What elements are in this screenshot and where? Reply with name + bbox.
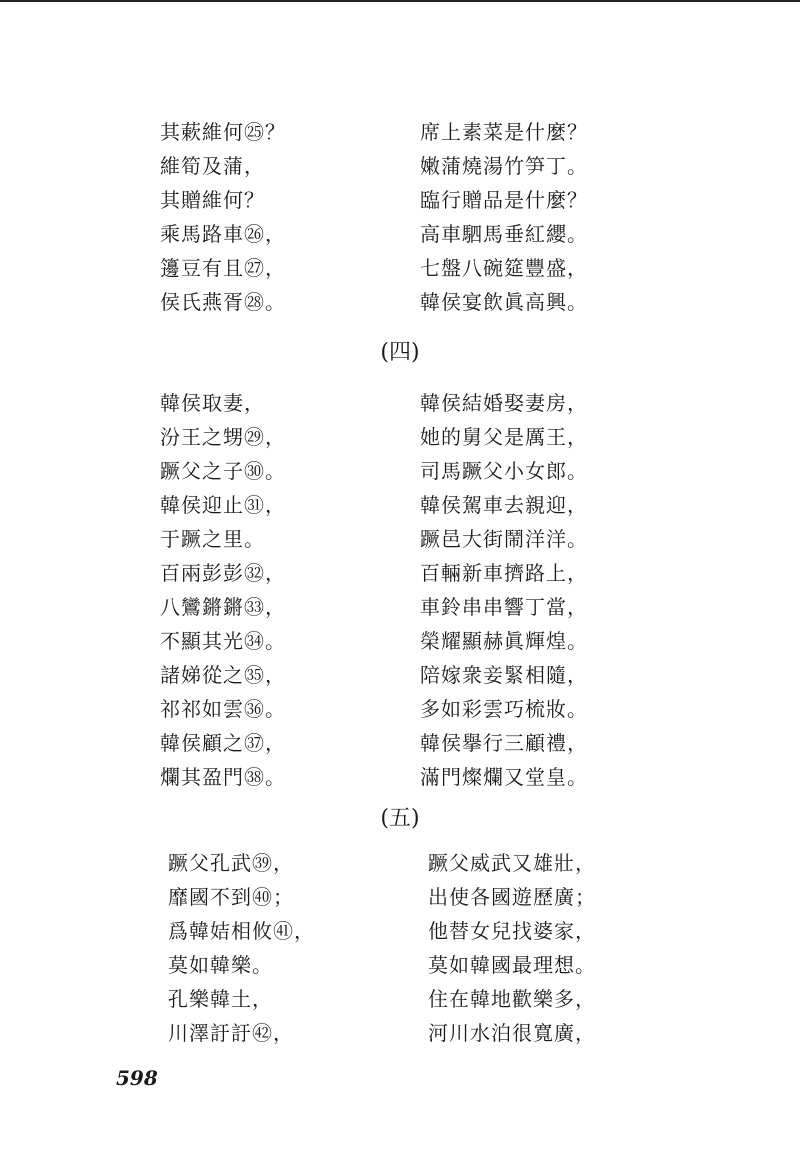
translation-line: 滿門燦爛又堂皇。: [420, 765, 588, 789]
original-line: 蹶父之子㉚。: [160, 459, 286, 483]
original-line: 汾王之甥㉙，: [160, 425, 286, 449]
original-line: 不顯其光㉞。: [160, 629, 286, 653]
verse-row: [0, 285, 800, 319]
verse-row: [0, 217, 800, 251]
translation-line: 韓侯擧行三顧禮，: [420, 731, 588, 755]
stanza-3-continued: [0, 115, 800, 319]
page-number: 598: [116, 1066, 158, 1090]
verse-row: [0, 760, 800, 794]
original-line: 于蹶之里。: [160, 527, 265, 551]
stanza-heading-4: (四): [380, 340, 420, 365]
verse-row: [0, 488, 800, 522]
verse-row: [0, 115, 800, 149]
translation-line: 席上素菜是什麼？: [420, 120, 588, 144]
verse-row: [0, 846, 800, 880]
translation-line: 高車駟馬垂紅纓。: [420, 222, 588, 246]
translation-line: 榮耀顯赫眞輝煌。: [420, 629, 588, 653]
original-line: 韓侯迎止㉛，: [160, 493, 286, 517]
translation-line: 他替女兒找婆家，: [428, 919, 596, 943]
translation-line: 嫩蒲燒湯竹笋丁。: [420, 154, 588, 178]
translation-line: 蹶父威武又雄壯，: [428, 851, 596, 875]
original-line: 爲韓姞相攸㊶，: [168, 919, 315, 943]
original-line: 百兩彭彭㉜，: [160, 561, 286, 585]
translation-line: 司馬蹶父小女郎。: [420, 459, 588, 483]
translation-line: 韓侯結婚娶妻房，: [420, 391, 588, 415]
verse-row: [0, 692, 800, 726]
verse-row: [0, 454, 800, 488]
verse-row: [0, 880, 800, 914]
verse-row: [0, 590, 800, 624]
translation-line: 莫如韓國最理想。: [428, 953, 596, 977]
verse-row: [0, 948, 800, 982]
original-line: 其贈維何？: [160, 188, 265, 212]
translation-line: 多如彩雲巧梳妝。: [420, 697, 588, 721]
translation-line: 臨行贈品是什麼？: [420, 188, 588, 212]
verse-row: [0, 183, 800, 217]
original-line: 維筍及蒲，: [160, 154, 265, 178]
original-line: 韓侯取妻，: [160, 391, 265, 415]
translation-line: 七盤八碗筵豐盛，: [420, 256, 588, 280]
translation-line: 百輛新車擠路上，: [420, 561, 588, 585]
original-line: 孔樂韓土，: [168, 987, 273, 1011]
original-line: 爛其盈門㊳。: [160, 765, 286, 789]
stanza-4: [0, 386, 800, 794]
translation-line: 韓侯駕車去親迎，: [420, 493, 588, 517]
stanza-heading-5: (五): [380, 806, 420, 831]
original-line: 其蔌維何㉕？: [160, 120, 286, 144]
original-line: 乘馬路車㉖，: [160, 222, 286, 246]
original-line: 韓侯顧之㊲，: [160, 731, 286, 755]
verse-row: [0, 149, 800, 183]
original-line: 靡國不到㊵；: [168, 885, 294, 909]
translation-line: 出使各國遊歷廣；: [428, 885, 596, 909]
original-line: 蹶父孔武㊴，: [168, 851, 294, 875]
top-rule: [0, 0, 800, 2]
verse-row: [0, 251, 800, 285]
translation-line: 河川水泊很寬廣，: [428, 1021, 596, 1045]
translation-line: 蹶邑大街鬧洋洋。: [420, 527, 588, 551]
original-line: 莫如韓樂。: [168, 953, 273, 977]
translation-line: 車鈴串串響丁當，: [420, 595, 588, 619]
verse-row: [0, 522, 800, 556]
verse-row: [0, 386, 800, 420]
translation-line: 陪嫁衆妾緊相隨，: [420, 663, 588, 687]
original-line: 祁祁如雲㊱。: [160, 697, 286, 721]
original-line: 諸娣從之㉟，: [160, 663, 286, 687]
translation-line: 住在韓地歡樂多，: [428, 987, 596, 1011]
verse-row: [0, 1016, 800, 1050]
verse-row: [0, 982, 800, 1016]
stanza-5: [0, 846, 800, 1050]
original-line: 八鸞鏘鏘㉝，: [160, 595, 286, 619]
verse-row: [0, 556, 800, 590]
translation-line: 韓侯宴飲眞高興。: [420, 290, 588, 314]
verse-row: [0, 624, 800, 658]
verse-row: [0, 726, 800, 760]
original-line: 侯氏燕胥㉘。: [160, 290, 286, 314]
original-line: 籩豆有且㉗，: [160, 256, 286, 280]
verse-row: [0, 658, 800, 692]
verse-row: [0, 420, 800, 454]
original-line: 川澤訏訏㊷，: [168, 1021, 294, 1045]
verse-row: [0, 914, 800, 948]
translation-line: 她的舅父是厲王，: [420, 425, 588, 449]
